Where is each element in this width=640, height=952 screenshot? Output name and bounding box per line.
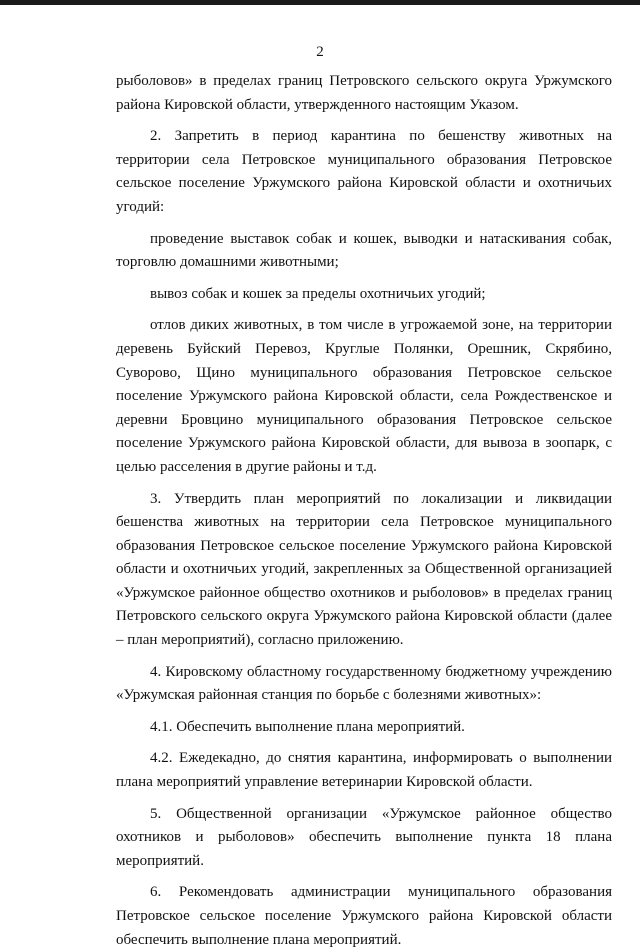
top-border-rule xyxy=(0,0,640,5)
page-number: 2 xyxy=(316,44,324,60)
paragraph-item-6: 6. Рекомендовать администрации муниципального образования Петровское сельское поселение Уржумского района Кировской области обеспечить выполнение плана мероприятий. xyxy=(116,884,612,948)
paragraph-prohibition-export: вывоз собак и кошек за пределы охотничьих угодий; xyxy=(150,285,486,302)
paragraph-prohibition-capture: отлов диких животных, в том числе в угрожаемой зоне, на территории деревень Буйский Перевоз, Круглые Полянки, Орешник, Скрябино, Суворово, Щино муниципального образования Петровское сельское поселение Уржумского района Кировской области, села Рождественское и деревни Бровцино муниципального образования Петровское сельское поселение Уржумского района Кировской области, для вывоза в зоопарк, с целью расселения в другие районы и т.д. xyxy=(116,317,612,475)
paragraph-item-4-2: 4.2. Ежедекадно, до снятия карантина, информировать о выполнении плана мероприятий управление ветеринарии Кировской области. xyxy=(116,750,612,791)
paragraph-item-2: 2. Запретить в период карантина по бешенству животных на территории села Петровское муниципального образования Петровское сельское поселение Уржумского района Кировской области и охотничьих угодий: xyxy=(116,128,612,215)
paragraph-item-4-1: 4.1. Обеспечить выполнение плана мероприятий. xyxy=(150,718,465,735)
paragraph-item-3: 3. Утвердить план мероприятий по локализации и ликвидации бешенства животных на территории села Петровское муниципального образования Петровское сельское поселение Уржумского района Кировской области и охотничьих угодий, закрепленных за Общественной организацией «Уржумское районное общество охотников и рыболовов» в пределах границ Петровского сельского округа Уржумского района Кировской области (далее – план мероприятий), согласно приложению. xyxy=(116,490,612,649)
paragraph-prohibition-exhibitions: проведение выставок собак и кошек, выводки и натаскивания собак, торговлю домашними животными; xyxy=(116,230,612,271)
paragraph-continuation: рыболовов» в пределах границ Петровского сельского округа Уржумского района Кировской области, утвержденного настоящим Указом. xyxy=(116,73,612,113)
document-body xyxy=(116,70,612,952)
paragraph-item-4: 4. Кировскому областному государственному бюджетному учреждению «Уржумская районная станция по борьбе с болезнями животных»: xyxy=(116,663,612,704)
paragraph-item-5: 5. Общественной организации «Уржумское районное общество охотников и рыболовов» обеспечить выполнение пункта 18 плана мероприятий. xyxy=(116,805,612,869)
